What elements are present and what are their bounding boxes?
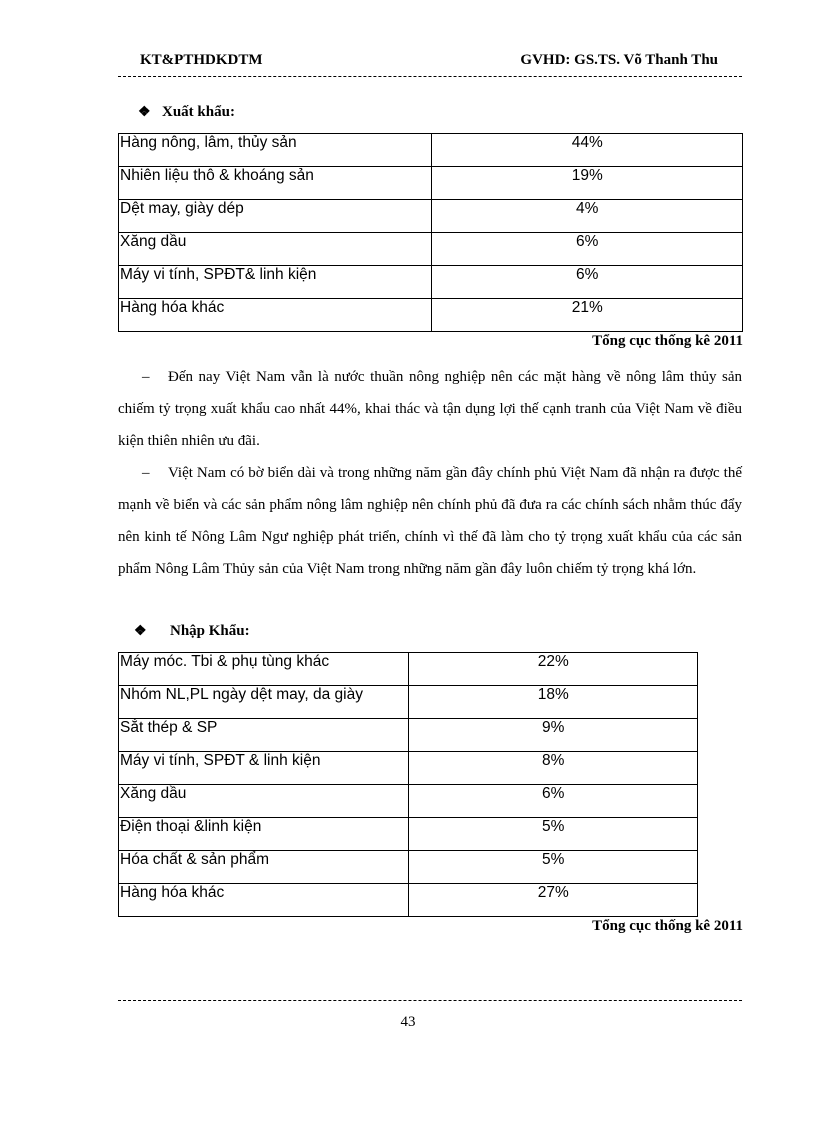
- export-value-cell: 4%: [431, 200, 742, 233]
- export-table: [118, 133, 743, 332]
- table-row: [119, 818, 698, 851]
- export-item-cell: Dệt may, giày dép: [119, 200, 432, 233]
- export-value-cell: 21%: [431, 299, 742, 332]
- paragraph-text: Việt Nam có bờ biển dài và trong những năm gần đây chính phủ Việt Nam đã nhận ra được thế mạnh về biển và các sản phẩm nông lâm nghiệp nên chính phủ đã đưa ra các chính sách nhằm thúc đẩy nên kinh tế Nông Lâm Ngư nghiệp phát triển, chính vì thế đã làm cho tỷ trọng xuất khẩu của các sản phẩm Nông Lâm Thủy sản của Việt Nam trong những năm gần đây luôn chiếm tỷ trọng khá lớn.: [118, 465, 742, 577]
- export-value-cell: 6%: [431, 233, 742, 266]
- paragraph: [118, 361, 742, 457]
- export-source: Tổng cục thống kê 2011: [592, 333, 743, 349]
- diamond-bullet-icon: ❖: [138, 105, 151, 120]
- import-item-cell: Sắt thép & SP: [119, 719, 409, 752]
- import-value-cell: 9%: [408, 719, 698, 752]
- import-heading: [134, 623, 250, 640]
- export-item-cell: Nhiên liệu thô & khoáng sản: [119, 167, 432, 200]
- import-item-cell: Hóa chất & sản phẩm: [119, 851, 409, 884]
- page-header: [118, 52, 742, 77]
- import-value-cell: 27%: [408, 884, 698, 917]
- table-row: [119, 785, 698, 818]
- table-row: [119, 134, 743, 167]
- import-source: Tổng cục thống kê 2011: [592, 918, 743, 934]
- export-heading-text: Xuất khẩu:: [162, 104, 235, 120]
- table-row: [119, 233, 743, 266]
- export-heading: [138, 104, 235, 121]
- import-item-cell: Nhóm NL,PL ngày dệt may, da giày: [119, 686, 409, 719]
- page-number: 43: [400, 1014, 416, 1030]
- import-value-cell: 6%: [408, 785, 698, 818]
- import-value-cell: 5%: [408, 818, 698, 851]
- table-row: [119, 200, 743, 233]
- import-item-cell: Điện thoại &linh kiện: [119, 818, 409, 851]
- import-value-cell: 8%: [408, 752, 698, 785]
- export-value-cell: 19%: [431, 167, 742, 200]
- table-row: [119, 884, 698, 917]
- diamond-bullet-icon: ❖: [134, 624, 147, 639]
- import-heading-text: Nhập Khẩu:: [170, 623, 250, 639]
- export-item-cell: Hàng nông, lâm, thủy sản: [119, 134, 432, 167]
- footer-rule: [118, 1000, 742, 1001]
- import-value-cell: 5%: [408, 851, 698, 884]
- export-item-cell: Máy vi tính, SPĐT& linh kiện: [119, 266, 432, 299]
- import-item-cell: Máy vi tính, SPĐT & linh kiện: [119, 752, 409, 785]
- table-row: [119, 653, 698, 686]
- import-table: [118, 652, 698, 917]
- export-item-cell: Hàng hóa khác: [119, 299, 432, 332]
- table-row: [119, 167, 743, 200]
- header-advisor: GVHD: GS.TS. Võ Thanh Thu: [520, 52, 718, 68]
- dash-marker: –: [142, 465, 150, 481]
- import-item-cell: Hàng hóa khác: [119, 884, 409, 917]
- export-value-cell: 44%: [431, 134, 742, 167]
- import-item-cell: Xăng dầu: [119, 785, 409, 818]
- table-row: [119, 752, 698, 785]
- table-row: [119, 719, 698, 752]
- paragraph-text: Đến nay Việt Nam vẫn là nước thuần nông nghiệp nên các mặt hàng về nông lâm thủy sản chiếm tỷ trọng xuất khẩu cao nhất 44%, khai thác và tận dụng lợi thế cạnh tranh của Việt Nam về điều kiện thiên nhiên ưu đãi.: [118, 369, 742, 449]
- paragraph: [118, 457, 742, 585]
- export-value-cell: 6%: [431, 266, 742, 299]
- export-item-cell: Xăng dầu: [119, 233, 432, 266]
- header-course-code: KT&PTHDKDTM: [140, 52, 263, 68]
- import-item-cell: Máy móc. Tbi & phụ tùng khác: [119, 653, 409, 686]
- import-value-cell: 18%: [408, 686, 698, 719]
- table-row: [119, 851, 698, 884]
- table-row: [119, 299, 743, 332]
- dash-marker: –: [142, 369, 150, 385]
- import-value-cell: 22%: [408, 653, 698, 686]
- table-row: [119, 266, 743, 299]
- table-row: [119, 686, 698, 719]
